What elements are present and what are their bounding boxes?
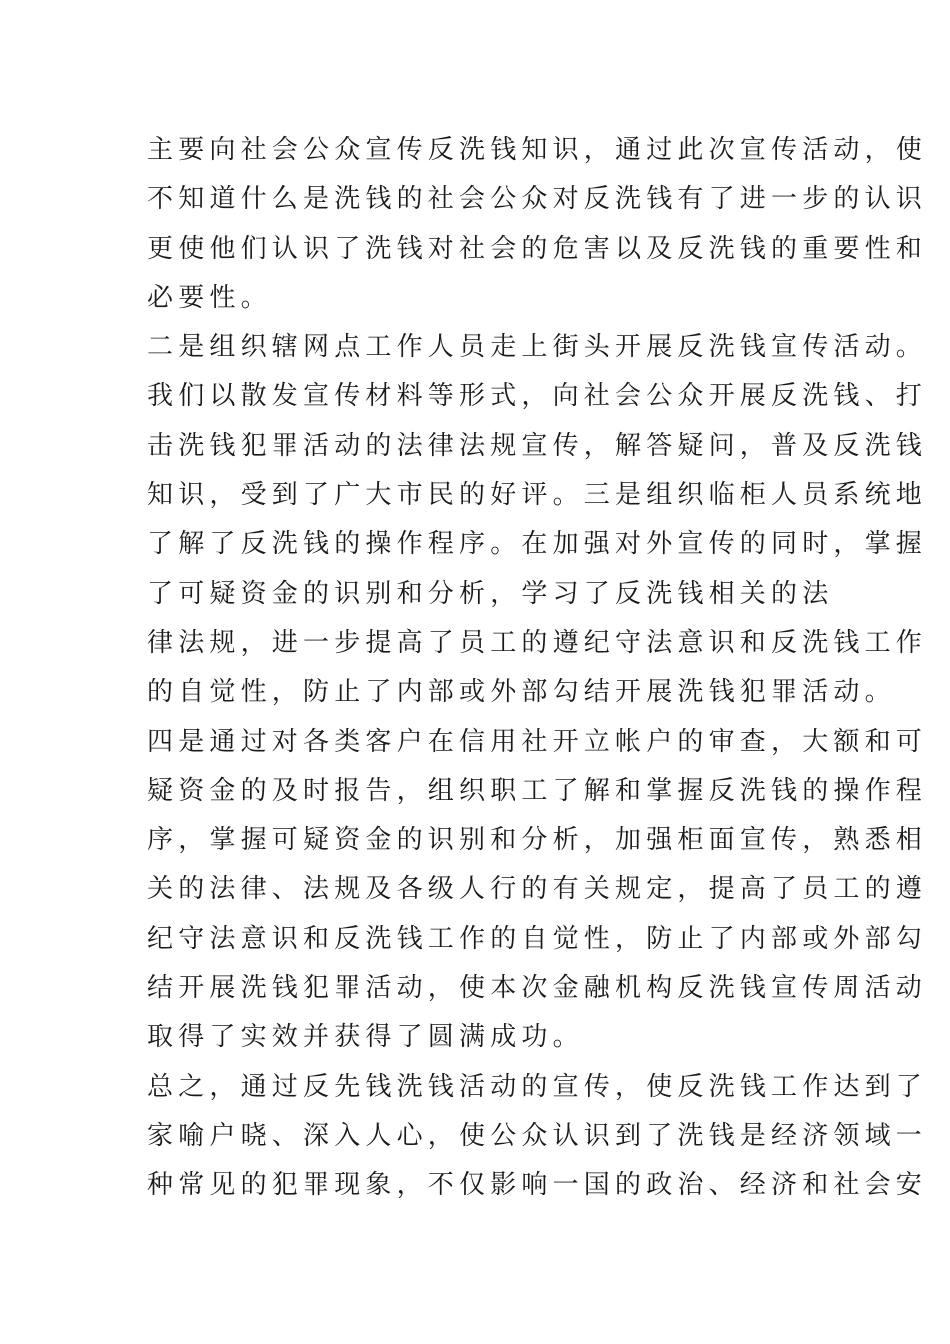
text-line: 纪守法意识和反洗钱工作的自觉性，防止了内部或外部勾 [147, 923, 928, 954]
text-line: 了解了反洗钱的操作程序。在加强对外宣传的同时，掌握 [147, 529, 928, 560]
text-line: 必要性。 [147, 282, 272, 313]
text-line: 的自觉性，防止了内部或外部勾结开展洗钱犯罪活动。 [147, 677, 896, 708]
text-line: 更使他们认识了洗钱对社会的危害以及反洗钱的重要性和 [147, 233, 928, 264]
text-line: 种常见的犯罪现象，不仅影响一国的政治、经济和社会安 [147, 1170, 928, 1201]
text-line: 序，掌握可疑资金的识别和分析，加强柜面宣传，熟悉相 [147, 825, 928, 856]
text-line: 我们以散发宣传材料等形式，向社会公众开展反洗钱、打 [147, 381, 928, 412]
text-line: 家喻户晓、深入人心，使公众认识到了洗钱是经济领域一 [147, 1120, 928, 1151]
text-line: 二是组织辖网点工作人员走上街头开展反洗钱宣传活动。 [147, 332, 928, 363]
text-line: 结开展洗钱犯罪活动，使本次金融机构反洗钱宣传周活动 [147, 973, 928, 1004]
document-body [147, 126, 928, 1211]
text-line: 疑资金的及时报告，组织职工了解和掌握反洗钱的操作程 [147, 775, 928, 806]
text-line: 知识，受到了广大市民的好评。三是组织临柜人员系统地 [147, 480, 928, 511]
text-line: 四是通过对各类客户在信用社开立帐户的审查，大额和可 [147, 726, 928, 757]
text-line: 不知道什么是洗钱的社会公众对反洗钱有了进一步的认识 [147, 184, 928, 215]
text-line: 主要向社会公众宣传反洗钱知识，通过此次宣传活动，使 [147, 135, 928, 165]
text-line: 取得了实效并获得了圆满成功。 [147, 1022, 584, 1053]
text-line: 击洗钱犯罪活动的法律法规宣传，解答疑问，普及反洗钱 [147, 430, 928, 461]
text-line: 总之，通过反先钱洗钱活动的宣传，使反洗钱工作达到了 [147, 1071, 928, 1102]
text-line: 关的法律、法规及各级人行的有关规定，提高了员工的遵 [147, 874, 928, 905]
text-line: 律法规，进一步提高了员工的遵纪守法意识和反洗钱工作 [147, 627, 928, 658]
text-line: 了可疑资金的识别和分析，学习了反洗钱相关的法 [147, 578, 834, 609]
